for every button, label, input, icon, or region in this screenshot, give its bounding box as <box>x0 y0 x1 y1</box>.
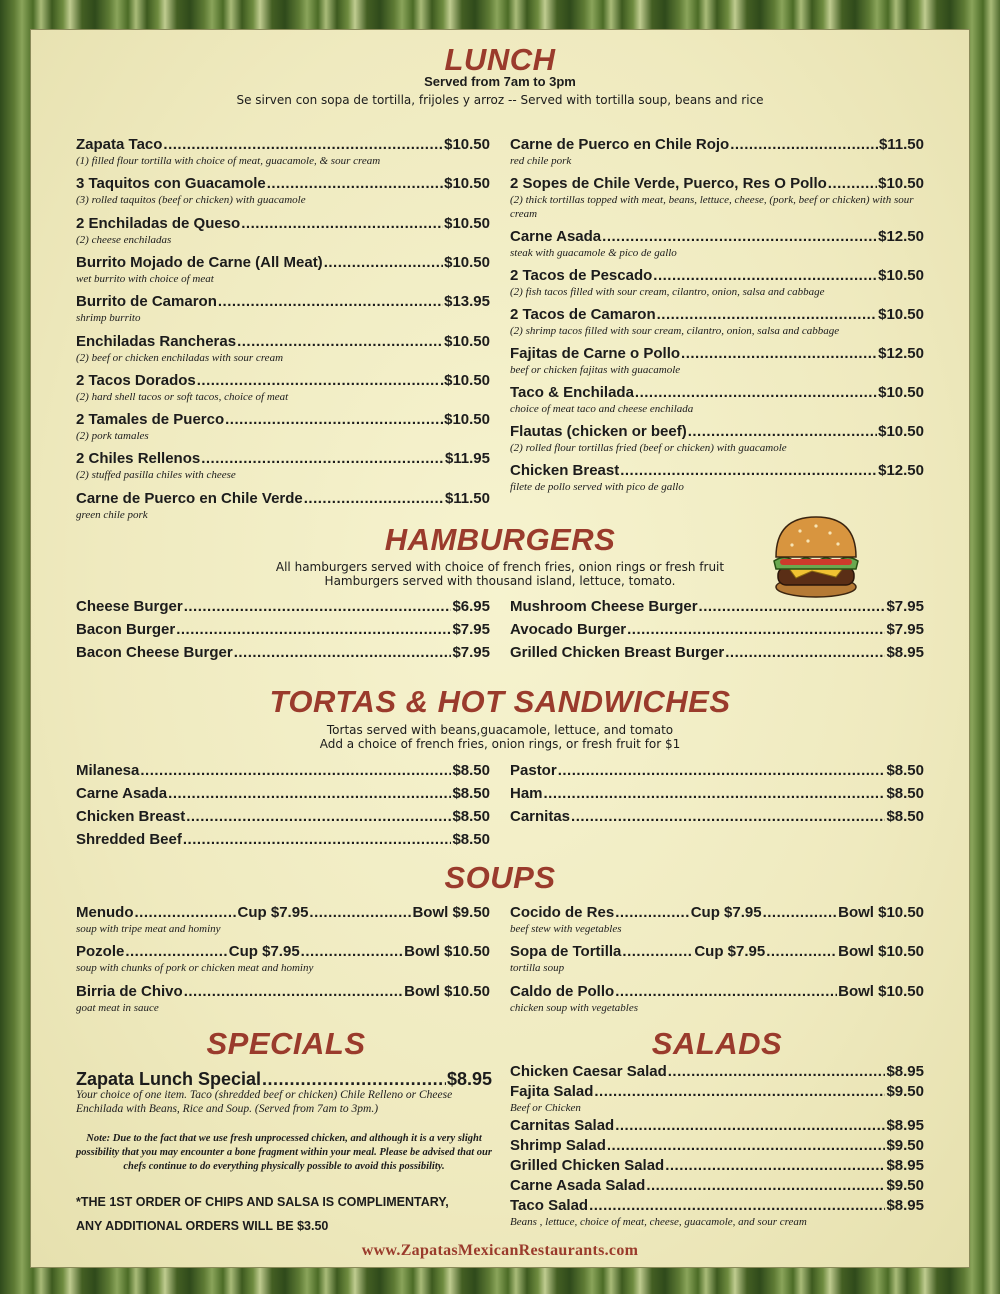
item-price: $8.50 <box>452 785 490 802</box>
item-description: (2) rolled flour tortillas fried (beef or chicken) with guacamole <box>510 442 787 454</box>
menu-item-carne-asada <box>76 785 490 803</box>
item-price: Bowl $9.50 <box>412 904 491 921</box>
item-name: Milanesa <box>76 762 140 779</box>
item-name: 2 Chiles Rellenos <box>76 450 201 468</box>
menu-item-grilled-chicken-breast-burger <box>510 644 924 662</box>
item-description: beef stew with vegetables <box>510 923 622 935</box>
item-name: 2 Enchiladas de Queso <box>76 214 241 232</box>
item-name: Carne de Puerco en Chile Rojo <box>510 136 730 153</box>
menu-item-2-tacos-de-camaron <box>510 306 924 338</box>
item-name: Chicken Caesar Salad <box>510 1063 667 1080</box>
item-name: Cocido de Res <box>510 904 615 921</box>
item-cup-price: Cup $7.95 <box>694 943 766 961</box>
item-description: choice of meat taco and cheese enchilada <box>510 403 694 415</box>
special-price: $8.95 <box>446 1069 492 1089</box>
item-name: Taco & Enchilada <box>510 384 634 401</box>
menu-item-bacon-burger <box>76 621 490 639</box>
menu-item-2-enchiladas-de-queso <box>76 215 490 247</box>
item-price: $10.50 <box>444 214 490 232</box>
item-price: $10.50 <box>444 411 490 429</box>
item-name: Bacon Cheese Burger <box>76 644 233 661</box>
item-description: Beef or Chicken <box>510 1102 581 1114</box>
menu-item-3-taquitos-con-guacamole <box>76 175 490 207</box>
item-name: Birria de Chivo <box>76 982 183 1000</box>
item-price: $8.50 <box>452 831 490 848</box>
menu-item-ham <box>510 785 924 803</box>
item-name: Burrito de Camaron <box>76 293 217 311</box>
menu-item-burrito-mojado-de-carne-all-meat <box>76 254 490 286</box>
item-name: 2 Sopes de Chile Verde, Puerco, Res O Pollo <box>510 175 827 192</box>
item-name: Menudo <box>76 904 134 921</box>
item-price: $9.50 <box>886 1177 924 1194</box>
item-price: $8.50 <box>886 762 924 779</box>
item-name: Avocado Burger <box>510 621 627 638</box>
item-name: Pozole <box>76 943 125 961</box>
menu-item-fajita-salad <box>510 1083 924 1115</box>
menu-item-chicken-breast <box>510 462 924 494</box>
menu-item-carne-de-puerco-en-chile-verde <box>76 490 490 522</box>
item-price: Bowl $10.50 <box>838 982 924 1000</box>
item-name: Carnitas Salad <box>510 1117 615 1134</box>
item-name: Cheese Burger <box>76 598 183 615</box>
item-description: (2) stuffed pasilla chiles with cheese <box>76 469 236 482</box>
item-name: Mushroom Cheese Burger <box>510 598 698 615</box>
menu-item-carne-asada-salad <box>510 1177 924 1195</box>
item-description: shrimp burrito <box>76 312 141 325</box>
menu-item-pozole <box>76 943 490 975</box>
menu-page <box>30 29 970 1268</box>
item-description: chicken soup with vegetables <box>510 1001 638 1014</box>
item-name: Caldo de Pollo <box>510 982 615 1000</box>
item-description: beef or chicken fajitas with guacamole <box>510 364 681 376</box>
item-price: $8.95 <box>886 644 924 661</box>
item-name: Chicken Breast <box>76 808 186 825</box>
item-price: $7.95 <box>452 644 490 661</box>
item-price: $12.50 <box>878 228 924 245</box>
item-cup-price: Cup $7.95 <box>237 904 309 921</box>
chips-salsa-notice <box>76 1190 496 1238</box>
item-name: Flautas (chicken or beef) <box>510 423 687 440</box>
item-price: $10.50 <box>878 175 924 192</box>
item-price: $12.50 <box>878 345 924 362</box>
item-name: Ham <box>510 785 543 802</box>
menu-item-2-tamales-de-puerco <box>76 411 490 443</box>
menu-item-bacon-cheese-burger <box>76 644 490 662</box>
item-name: Shrimp Salad <box>510 1137 606 1154</box>
lunch-served-time: Served from 7am to 3pm <box>424 74 576 89</box>
item-cup-price: Cup $7.95 <box>228 943 300 961</box>
soups-title: SOUPS <box>444 860 556 895</box>
item-description: (3) rolled taquitos (beef or chicken) with guacamole <box>76 194 306 207</box>
item-name: Zapata Taco <box>76 136 163 153</box>
website-link[interactable]: www.ZapatasMexicanRestaurants.com <box>361 1242 639 1259</box>
item-name: Fajita Salad <box>510 1083 594 1100</box>
item-name: Carne Asada <box>76 785 168 802</box>
item-name: Carne Asada Salad <box>510 1177 646 1194</box>
zapata-lunch-special <box>76 1070 492 1116</box>
menu-item-chicken-caesar-salad <box>510 1063 924 1081</box>
item-description: (2) pork tamales <box>76 430 149 443</box>
item-description: soup with chunks of pork or chicken meat and hominy <box>76 962 314 975</box>
item-price: $10.50 <box>444 332 490 350</box>
menu-item-carne-asada <box>510 228 924 260</box>
menu-item-milanesa <box>76 762 490 780</box>
menu-item-burrito-de-camaron <box>76 293 490 325</box>
item-description: filete de pollo served with pico de gallo <box>510 481 684 493</box>
menu-item-2-tacos-de-pescado <box>510 267 924 299</box>
item-cup-price: Cup $7.95 <box>690 904 762 921</box>
item-description: (2) shrimp tacos filled with sour cream, cilantro, onion, salsa and cabbage <box>510 325 840 337</box>
hamburgers-note-2: Hamburgers served with thousand island, lettuce, tomato. <box>324 574 676 588</box>
item-price: $10.50 <box>878 306 924 323</box>
item-price: $8.50 <box>886 785 924 802</box>
lunch-title: LUNCH <box>444 42 556 77</box>
menu-item-2-tacos-dorados <box>76 372 490 404</box>
item-name: Grilled Chicken Salad <box>510 1157 665 1174</box>
menu-item-2-sopes-de-chile-verde-puerco-res-o-pollo <box>510 175 924 221</box>
hamburger-icon <box>766 511 866 601</box>
item-price: $11.50 <box>878 136 924 153</box>
menu-item-zapata-taco <box>76 136 490 168</box>
item-price: Bowl $10.50 <box>838 904 925 921</box>
item-name: Shredded Beef <box>76 831 182 848</box>
item-price: $13.95 <box>444 293 490 311</box>
item-price: $10.50 <box>878 423 924 440</box>
tortas-title: TORTAS & HOT SANDWICHES <box>269 684 731 719</box>
item-price: $9.50 <box>886 1137 924 1154</box>
item-price: $11.50 <box>444 489 490 507</box>
item-price: $6.95 <box>452 598 490 615</box>
item-description: (2) hard shell tacos or soft tacos, choice of meat <box>76 390 289 403</box>
item-price: $8.95 <box>886 1197 924 1214</box>
menu-item-menudo <box>76 904 490 936</box>
item-price: $7.95 <box>886 621 924 638</box>
item-name: Sopa de Tortilla <box>510 943 622 961</box>
item-price: $8.50 <box>452 808 490 825</box>
item-description: green chile pork <box>76 508 148 521</box>
menu-item-cocido-de-res <box>510 904 924 936</box>
menu-item-chicken-breast <box>76 808 490 826</box>
menu-item-birria-de-chivo <box>76 983 490 1015</box>
item-price: $12.50 <box>878 462 924 479</box>
item-name: 2 Tacos de Pescado <box>510 267 653 284</box>
item-name: 2 Tacos Dorados <box>76 371 196 389</box>
item-price: $7.95 <box>886 598 924 615</box>
item-description: goat meat in sauce <box>76 1001 159 1014</box>
menu-item-sopa-de-tortilla <box>510 943 924 975</box>
item-price: $10.50 <box>444 253 490 271</box>
chips-notice-line-2: ANY ADDITIONAL ORDERS WILL BE $3.50 <box>76 1219 329 1233</box>
item-name: Fajitas de Carne o Pollo <box>510 345 681 362</box>
tortas-note-2: Add a choice of french fries, onion rings, or fresh fruit for $1 <box>319 737 681 751</box>
specials-title: SPECIALS <box>206 1026 366 1061</box>
menu-item-shrimp-salad <box>510 1137 924 1155</box>
item-description: red chile pork <box>510 155 572 167</box>
item-price: .$10.50 <box>439 371 490 389</box>
item-name: Bacon Burger <box>76 621 176 638</box>
item-description: steak with guacamole & pico de gallo <box>510 247 677 259</box>
special-description: Your choice of one item. Taco (shredded beef or chicken) Chile Relleno or Cheese Enchilada with Beans, Rice and Soup. (Served from 7am to 3pm.) <box>76 1089 453 1115</box>
item-price: Bowl $10.50 <box>404 943 491 961</box>
item-name: Carne de Puerco en Chile Verde <box>76 489 303 507</box>
menu-item-shredded-beef <box>76 831 490 849</box>
item-name: Pastor <box>510 762 557 779</box>
menu-item-cheese-burger <box>76 598 490 616</box>
item-price: $8.50 <box>886 808 924 825</box>
item-description: (2) beef or chicken enchiladas with sour cream <box>76 351 284 364</box>
item-price: $8.95 <box>886 1157 924 1174</box>
item-name: Carne Asada <box>510 228 602 245</box>
menu-item-2-chiles-rellenos <box>76 450 490 482</box>
item-name: Carnitas <box>510 808 571 825</box>
item-price: $8.95 <box>886 1117 924 1134</box>
item-price: $10.50 <box>444 136 490 153</box>
item-description: tortilla soup <box>510 962 565 975</box>
menu-item-carnitas <box>510 808 924 826</box>
salads-title: SALADS <box>651 1026 783 1061</box>
hamburgers-note-1: All hamburgers served with choice of french fries, onion rings or fresh fruit <box>275 560 725 574</box>
item-price: Bowl $10.50 <box>404 982 490 1000</box>
menu-item-carnitas-salad <box>510 1117 924 1135</box>
item-name: 3 Taquitos con Guacamole <box>76 175 266 193</box>
item-name: Enchiladas Rancheras <box>76 332 237 350</box>
item-price: $10.50 <box>444 175 490 193</box>
lunch-note: Se sirven con sopa de tortilla, frijoles y arroz -- Served with tortilla soup, beans and rice <box>236 93 764 107</box>
bone-fragment-note: Note: Due to the fact that we use fresh unprocessed chicken, and although it is a very slight possibility that you may encounter a bone fragment within your meal. Please be advised that our chefs continue to do everything physically possible to avoid this possibility. <box>76 1133 492 1172</box>
item-description: soup with tripe meat and hominy <box>76 923 221 935</box>
item-name: 2 Tacos de Camaron <box>510 306 656 323</box>
tortas-note-1: Tortas served with beans,guacamole, lettuce, and tomato <box>326 723 674 737</box>
item-price: $8.95 <box>886 1063 924 1080</box>
item-description: (2) thick tortillas topped with meat, beans, lettuce, cheese, (pork, beef or chicken) with sour cream <box>510 194 914 220</box>
menu-item-pastor <box>510 762 924 780</box>
menu-item-taco-enchilada <box>510 384 924 416</box>
menu-item-carne-de-puerco-en-chile-rojo <box>510 136 924 168</box>
menu-item-mushroom-cheese-burger <box>510 598 924 616</box>
menu-item-caldo-de-pollo <box>510 983 924 1015</box>
item-name: Chicken Breast <box>510 462 620 479</box>
item-description: (2) fish tacos filled with sour cream, cilantro, onion, salsa and cabbage <box>510 286 825 298</box>
item-description: wet burrito with choice of meat <box>76 272 214 285</box>
chips-notice-line-1: *THE 1ST ORDER OF CHIPS AND SALSA IS COMPLIMENTARY, <box>76 1195 449 1209</box>
item-name: Burrito Mojado de Carne (All Meat) <box>76 253 323 271</box>
menu-item-flautas-chicken-or-beef <box>510 423 924 455</box>
menu-item-enchiladas-rancheras <box>76 333 490 365</box>
hamburgers-title: HAMBURGERS <box>384 522 616 557</box>
menu-item-grilled-chicken-salad <box>510 1157 924 1175</box>
item-price: $7.95 <box>452 621 490 638</box>
item-description: (2) cheese enchiladas <box>76 233 172 246</box>
menu-item-fajitas-de-carne-o-pollo <box>510 345 924 377</box>
item-price: $11.95 <box>444 450 490 468</box>
menu-item-taco-salad <box>510 1197 924 1229</box>
special-name: Zapata Lunch Special <box>76 1069 262 1089</box>
item-price: Bowl $10.50 <box>838 943 925 961</box>
item-price: $8.50 <box>452 762 490 779</box>
menu-item-avocado-burger <box>510 621 924 639</box>
item-name: Grilled Chicken Breast Burger <box>510 644 725 661</box>
item-name: Taco Salad <box>510 1197 589 1214</box>
item-price: $10.50 <box>878 267 924 284</box>
item-description: Beans , lettuce, choice of meat, cheese, guacamole, and sour cream <box>510 1216 807 1228</box>
item-price: $10.50 <box>878 384 924 401</box>
item-price: $9.50 <box>886 1083 924 1100</box>
item-name: 2 Tamales de Puerco <box>76 411 225 429</box>
item-description: (1) filled flour tortilla with choice of meat, guacamole, & sour cream <box>76 155 381 167</box>
